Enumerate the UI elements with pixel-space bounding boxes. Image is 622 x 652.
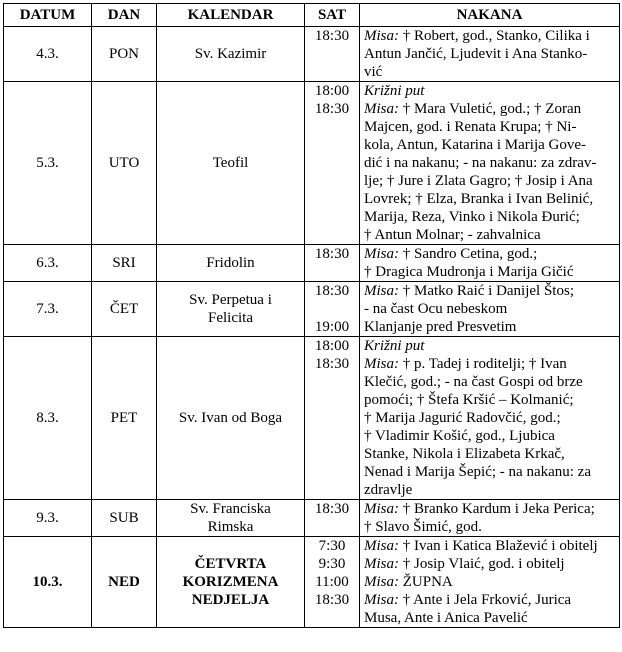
kalendar-line: Sv. Franciska [190, 501, 271, 517]
nakana-line [364, 391, 615, 409]
nakana-text: - na čast Ocu nebeskom [364, 301, 508, 317]
nakana-line [364, 245, 615, 263]
table-row [4, 537, 620, 628]
sat-cell [305, 500, 360, 537]
nakana-line [364, 27, 615, 45]
nakana-label: Misa: [364, 501, 399, 517]
dan-cell [92, 82, 157, 245]
nakana-line [364, 100, 615, 118]
nakana-text: † Ante i Jela Frković, Jurica [399, 592, 572, 608]
kalendar-cell [157, 500, 305, 537]
dan-value: PET [110, 410, 138, 426]
nakana-text: † Josip Vlaić, god. i obitelj [399, 556, 565, 572]
nakana-text: Lovrek; † Elza, Branka i Ivan Belinić, [364, 191, 594, 207]
kalendar-line: KORIZMENA [182, 574, 279, 590]
time-spacer [307, 300, 357, 318]
nakana-line [364, 591, 615, 609]
nakana-label: Misa: [364, 556, 399, 572]
time-value: 18:30 [314, 356, 350, 372]
nakana-text: vić [364, 64, 383, 80]
nakana-line [364, 190, 615, 208]
schedule-table [3, 3, 620, 628]
dan-cell [92, 245, 157, 282]
nakana-cell [360, 537, 620, 628]
time-value: 18:30 [314, 501, 350, 517]
nakana-line [364, 609, 615, 627]
nakana-line [364, 337, 615, 355]
nakana-line [364, 226, 615, 244]
datum-cell [4, 82, 92, 245]
dan-cell [92, 282, 157, 337]
nakana-text: Klečić, god.; - na čast Gospi od brze [364, 374, 583, 390]
nakana-cell [360, 27, 620, 82]
kalendar-line: Sv. Kazimir [194, 46, 267, 62]
time-value: 18:30 [314, 592, 350, 608]
time-value: 18:00 [314, 83, 350, 99]
kalendar-cell [157, 245, 305, 282]
kalendar-cell [157, 537, 305, 628]
datum-value: 9.3. [36, 510, 59, 526]
nakana-line [364, 82, 615, 100]
nakana-text: † Marija Jagurić Radovčić, god.; [364, 410, 561, 426]
dan-value: SRI [112, 255, 136, 271]
nakana-text: lje; † Jure i Zlata Gagro; † Josip i Ana [364, 173, 593, 189]
time-value: 18:30 [314, 101, 350, 117]
kalendar-cell [157, 282, 305, 337]
time-value: 18:00 [314, 338, 350, 354]
nakana-line [364, 208, 615, 226]
sat-cell [305, 282, 360, 337]
kalendar-line: Teofil [212, 155, 249, 171]
header-row [4, 4, 620, 27]
sat-cell [305, 245, 360, 282]
table-row [4, 27, 620, 82]
dan-cell [92, 537, 157, 628]
nakana-text: † Slavo Šimić, god. [364, 519, 482, 535]
nakana-line [364, 63, 615, 81]
table-row [4, 282, 620, 337]
nakana-text: pomoći; † Štefa Kršić – Kolmanić; [364, 392, 574, 408]
table-row [4, 245, 620, 282]
datum-value: 10.3. [32, 574, 63, 590]
nakana-text: † Antun Molnar; - zahvalnica [364, 227, 541, 243]
kalendar-line: ČETVRTA [194, 556, 267, 572]
nakana-cell [360, 500, 620, 537]
nakana-label: Misa: [364, 538, 399, 554]
nakana-line [364, 555, 615, 573]
table-row [4, 337, 620, 500]
nakana-text: zdravlje [364, 482, 413, 498]
nakana-line [364, 136, 615, 154]
nakana-label: Križni put [364, 338, 425, 354]
nakana-text: Antun Jančić, Ljudevit i Ana Stanko- [364, 46, 588, 62]
nakana-cell [360, 337, 620, 500]
nakana-line [364, 282, 615, 300]
dan-value: ČET [109, 301, 139, 317]
sat-cell [305, 537, 360, 628]
nakana-line [364, 573, 615, 591]
sat-cell [305, 82, 360, 245]
header-kalendar: KALENDAR [157, 4, 305, 27]
nakana-text: † Robert, god., Stanko, Cilika i [399, 28, 590, 44]
dan-value: NED [108, 574, 140, 590]
time-value: 7:30 [318, 538, 346, 554]
datum-cell [4, 27, 92, 82]
datum-value: 4.3. [36, 46, 59, 62]
nakana-text: † Branko Kardum i Jeka Perica; [399, 501, 595, 517]
nakana-label: Misa: [364, 101, 399, 117]
dan-value: PON [108, 46, 139, 62]
nakana-text: dić i na nakanu; - na nakanu: za zdrav- [364, 155, 597, 171]
kalendar-line: NEDJELJA [191, 592, 270, 608]
datum-value: 8.3. [36, 410, 59, 426]
datum-cell [4, 245, 92, 282]
time-value: 9:30 [318, 556, 346, 572]
datum-value: 7.3. [36, 301, 59, 317]
header-datum: DATUM [4, 4, 92, 27]
nakana-line [364, 355, 615, 373]
datum-cell [4, 282, 92, 337]
datum-value: 5.3. [36, 155, 59, 171]
nakana-line [364, 300, 615, 318]
nakana-cell [360, 245, 620, 282]
nakana-label: Misa: [364, 356, 399, 372]
kalendar-cell [157, 337, 305, 500]
nakana-line [364, 45, 615, 63]
schedule-body [4, 27, 620, 628]
nakana-line [364, 409, 615, 427]
nakana-cell [360, 82, 620, 245]
sat-cell [305, 27, 360, 82]
dan-value: SUB [109, 510, 139, 526]
nakana-label: Misa: [364, 574, 399, 590]
nakana-line [364, 500, 615, 518]
nakana-line [364, 537, 615, 555]
nakana-line [364, 427, 615, 445]
nakana-line [364, 318, 615, 336]
time-value: 11:00 [315, 574, 349, 590]
dan-value: UTO [108, 155, 140, 171]
time-value: 18:30 [314, 246, 350, 262]
datum-cell [4, 337, 92, 500]
nakana-text: † p. Tadej i roditelji; † Ivan [399, 356, 567, 372]
kalendar-line: Sv. Ivan od Boga [178, 410, 283, 426]
kalendar-line: Felicita [208, 310, 253, 326]
nakana-text: ŽUPNA [399, 574, 453, 590]
nakana-text: Marija, Reza, Vinko i Nikola Đurić; [364, 209, 580, 225]
nakana-label: Križni put [364, 83, 425, 99]
datum-cell [4, 500, 92, 537]
nakana-text: kola, Antun, Katarina i Marija Gove- [364, 137, 587, 153]
nakana-line [364, 463, 615, 481]
datum-cell [4, 537, 92, 628]
nakana-line [364, 518, 615, 536]
kalendar-line: Rimska [207, 519, 254, 535]
time-value: 18:30 [314, 283, 350, 299]
nakana-text: † Vladimir Košić, god., Ljubica [364, 428, 555, 444]
header-sat: SAT [305, 4, 360, 27]
nakana-cell [360, 282, 620, 337]
nakana-text: Majcen, god. i Renata Krupa; † Ni- [364, 119, 577, 135]
dan-cell [92, 500, 157, 537]
kalendar-cell [157, 27, 305, 82]
nakana-line [364, 373, 615, 391]
nakana-line [364, 154, 615, 172]
kalendar-cell [157, 82, 305, 245]
header-nakana: NAKANA [360, 4, 620, 27]
nakana-line [364, 118, 615, 136]
nakana-line [364, 263, 615, 281]
nakana-text: Nenad i Marija Šepić; - na nakanu: za [364, 464, 591, 480]
nakana-line [364, 172, 615, 190]
nakana-text: Musa, Ante i Anica Pavelić [364, 610, 528, 626]
nakana-text: Stanke, Nikola i Elizabeta Krkač, [364, 446, 565, 462]
dan-cell [92, 27, 157, 82]
nakana-label: Misa: [364, 28, 399, 44]
nakana-line [364, 445, 615, 463]
nakana-label: Misa: [364, 246, 399, 262]
datum-value: 6.3. [36, 255, 59, 271]
dan-cell [92, 337, 157, 500]
time-value: 19:00 [314, 319, 350, 335]
table-row [4, 500, 620, 537]
nakana-label: Misa: [364, 592, 399, 608]
kalendar-line: Fridolin [206, 255, 255, 271]
nakana-text: † Matko Raić i Danijel Štos; [399, 283, 574, 299]
nakana-text: † Dragica Mudronja i Marija Gičić [364, 264, 574, 280]
sat-cell [305, 337, 360, 500]
nakana-text: † Sandro Cetina, god.; [399, 246, 538, 262]
nakana-line [364, 481, 615, 499]
nakana-label: Misa: [364, 283, 399, 299]
nakana-text: Klanjanje pred Presvetim [364, 319, 517, 335]
time-value: 18:30 [314, 28, 350, 44]
kalendar-line: Sv. Perpetua i [189, 292, 272, 308]
nakana-text: † Ivan i Katica Blažević i obitelj [399, 538, 598, 554]
header-dan: DAN [92, 4, 157, 27]
table-row [4, 82, 620, 245]
nakana-text: † Mara Vuletić, god.; † Zoran [399, 101, 582, 117]
